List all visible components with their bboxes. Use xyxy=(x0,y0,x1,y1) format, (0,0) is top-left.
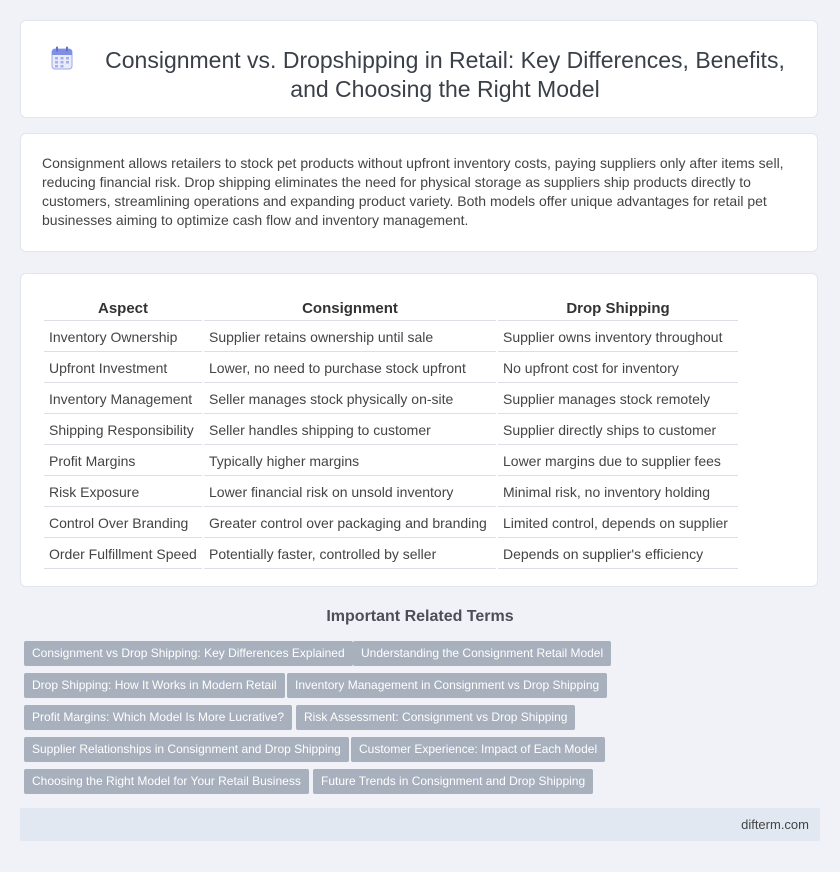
related-terms-title: Important Related Terms xyxy=(326,608,514,625)
cell-consignment: Greater control over packaging and branding xyxy=(204,509,496,538)
comparison-table xyxy=(42,294,740,571)
cell-aspect: Control Over Branding xyxy=(44,509,202,538)
related-term-tag[interactable]: Consignment vs Drop Shipping: Key Differences Explained xyxy=(24,641,353,666)
cell-consignment: Lower, no need to purchase stock upfront xyxy=(204,354,496,383)
cell-drop-shipping: Minimal risk, no inventory holding xyxy=(498,478,738,507)
comparison-card xyxy=(20,273,818,587)
related-term-tag[interactable]: Drop Shipping: How It Works in Modern Retail xyxy=(24,673,285,698)
related-term-tag[interactable]: Choosing the Right Model for Your Retail Business xyxy=(24,769,309,794)
related-term-tag[interactable]: Future Trends in Consignment and Drop Shipping xyxy=(313,769,593,794)
table-row xyxy=(44,447,738,476)
table-row xyxy=(44,385,738,414)
cell-consignment: Lower financial risk on unsold inventory xyxy=(204,478,496,507)
page-title: Consignment vs. Dropshipping in Retail: Key Differences, Benefits, and Choosing the Right Model xyxy=(105,47,785,102)
cell-aspect: Order Fulfillment Speed xyxy=(44,540,202,569)
cell-aspect: Shipping Responsibility xyxy=(44,416,202,445)
cell-aspect: Profit Margins xyxy=(44,447,202,476)
cell-drop-shipping: No upfront cost for inventory xyxy=(498,354,738,383)
cell-drop-shipping: Lower margins due to supplier fees xyxy=(498,447,738,476)
related-term-tag[interactable]: Inventory Management in Consignment vs Drop Shipping xyxy=(287,673,607,698)
header-aspect: Aspect xyxy=(44,296,202,321)
cell-consignment: Seller handles shipping to customer xyxy=(204,416,496,445)
table-header-row xyxy=(44,296,738,321)
table-row xyxy=(44,416,738,445)
footer xyxy=(20,808,820,841)
cell-consignment: Potentially faster, controlled by seller xyxy=(204,540,496,569)
table-row xyxy=(44,354,738,383)
header-consignment: Consignment xyxy=(204,296,496,321)
cell-aspect: Inventory Management xyxy=(44,385,202,414)
related-term-tag[interactable]: Supplier Relationships in Consignment and Drop Shipping xyxy=(24,737,349,762)
header-drop-shipping: Drop Shipping xyxy=(498,296,738,321)
cell-drop-shipping: Limited control, depends on supplier xyxy=(498,509,738,538)
cell-aspect: Upfront Investment xyxy=(44,354,202,383)
table-row xyxy=(44,540,738,569)
cell-consignment: Supplier retains ownership until sale xyxy=(204,323,496,352)
related-term-tag[interactable]: Customer Experience: Impact of Each Model xyxy=(351,737,605,762)
table-row xyxy=(44,478,738,507)
related-term-tag[interactable]: Profit Margins: Which Model Is More Lucrative? xyxy=(24,705,292,730)
related-term-tag[interactable]: Understanding the Consignment Retail Model xyxy=(353,641,611,666)
cell-drop-shipping: Supplier directly ships to customer xyxy=(498,416,738,445)
cell-aspect: Risk Exposure xyxy=(44,478,202,507)
cell-consignment: Seller manages stock physically on-site xyxy=(204,385,496,414)
intro-paragraph: Consignment allows retailers to stock pet products without upfront inventory costs, paying suppliers only after items sell, reducing financial risk. Drop shipping eliminates the need for physical storage as suppliers ship products directly to customers, streamlining operations and expanding product variety. Both models offer unique advantages for retail pet businesses aiming to optimize cash flow and inventory management. xyxy=(42,155,784,228)
table-row xyxy=(44,323,738,352)
cell-drop-shipping: Depends on supplier's efficiency xyxy=(498,540,738,569)
cell-consignment: Typically higher margins xyxy=(204,447,496,476)
header-card xyxy=(20,20,818,118)
table-row xyxy=(44,509,738,538)
calendar-icon xyxy=(51,46,73,70)
related-term-tag[interactable]: Risk Assessment: Consignment vs Drop Shipping xyxy=(296,705,575,730)
footer-site-link[interactable]: difterm.com xyxy=(741,817,809,832)
cell-drop-shipping: Supplier owns inventory throughout xyxy=(498,323,738,352)
intro-card xyxy=(20,133,818,252)
cell-aspect: Inventory Ownership xyxy=(44,323,202,352)
cell-drop-shipping: Supplier manages stock remotely xyxy=(498,385,738,414)
